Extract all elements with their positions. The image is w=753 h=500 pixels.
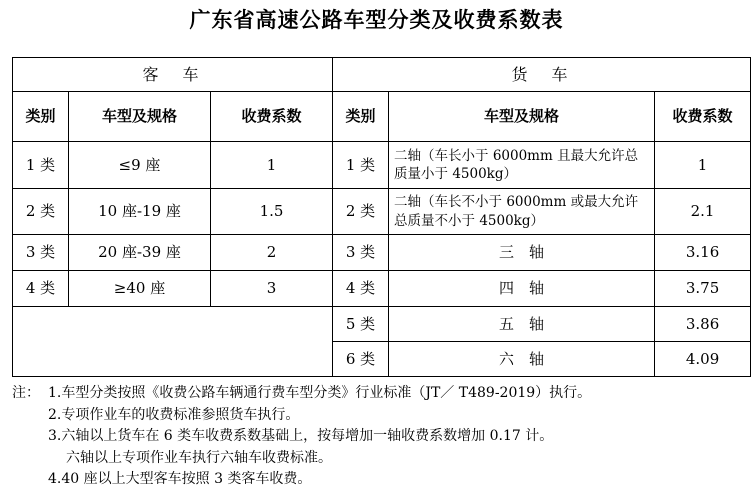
passenger-empty-cell bbox=[13, 307, 333, 377]
notes bbox=[12, 383, 747, 491]
note-line bbox=[12, 426, 747, 448]
truck-class: 1 类 bbox=[333, 142, 389, 189]
note-item-continuation: 六轴以上专项作业车执行六轴车收费标准。 bbox=[66, 449, 332, 466]
passenger-coef: 1.5 bbox=[211, 189, 333, 235]
truck-spec: 五 轴 bbox=[389, 307, 655, 342]
note-item: 1.车型分类按照《收费公路车辆通行费车型分类》行业标准（JT／ T489-2019）执行。 bbox=[48, 385, 592, 401]
passenger-class: 1 类 bbox=[13, 142, 69, 189]
table-row bbox=[13, 142, 751, 189]
truck-coef: 1 bbox=[655, 142, 751, 189]
table-row bbox=[13, 307, 751, 342]
fee-table bbox=[12, 57, 751, 377]
passenger-coef: 3 bbox=[211, 271, 333, 307]
passenger-coef: 2 bbox=[211, 235, 333, 271]
passenger-col-class: 类别 bbox=[13, 92, 69, 142]
page-title: 广东省高速公路车型分类及收费系数表 bbox=[189, 7, 564, 32]
passenger-col-spec: 车型及规格 bbox=[69, 92, 211, 142]
truck-col-class: 类别 bbox=[333, 92, 389, 142]
note-item: 4.40 座以上大型客车按照 3 类客车收费。 bbox=[48, 471, 312, 487]
truck-coef: 3.86 bbox=[655, 307, 751, 342]
column-header-row bbox=[13, 92, 751, 142]
truck-spec: 六 轴 bbox=[389, 342, 655, 377]
truck-coef: 3.16 bbox=[655, 235, 751, 271]
passenger-coef: 1 bbox=[211, 142, 333, 189]
truck-class: 5 类 bbox=[333, 307, 389, 342]
passenger-spec: ≤9 座 bbox=[69, 142, 211, 189]
table-row bbox=[13, 189, 751, 235]
passenger-class: 2 类 bbox=[13, 189, 69, 235]
note-line bbox=[12, 448, 747, 470]
truck-spec: 二轴（车长不小于 6000mm 或最大允许总质量不小于 4500kg） bbox=[389, 189, 655, 235]
truck-class: 3 类 bbox=[333, 235, 389, 271]
truck-col-spec: 车型及规格 bbox=[389, 92, 655, 142]
truck-col-coef: 收费系数 bbox=[655, 92, 751, 142]
truck-header: 货 车 bbox=[333, 58, 751, 92]
passenger-header: 客 车 bbox=[13, 58, 333, 92]
note-line bbox=[12, 469, 747, 491]
truck-coef: 4.09 bbox=[655, 342, 751, 377]
truck-spec: 二轴（车长小于 6000mm 且最大允许总质量小于 4500kg） bbox=[389, 142, 655, 189]
passenger-spec: ≥40 座 bbox=[69, 271, 211, 307]
truck-spec: 四 轴 bbox=[389, 271, 655, 307]
table-row bbox=[13, 235, 751, 271]
note-line bbox=[12, 405, 747, 427]
passenger-spec: 10 座-19 座 bbox=[69, 189, 211, 235]
passenger-class: 4 类 bbox=[13, 271, 69, 307]
notes-label: 注： bbox=[12, 385, 40, 401]
passenger-col-coef: 收费系数 bbox=[211, 92, 333, 142]
truck-class: 2 类 bbox=[333, 189, 389, 235]
truck-spec: 三 轴 bbox=[389, 235, 655, 271]
passenger-spec: 20 座-39 座 bbox=[69, 235, 211, 271]
truck-coef: 3.75 bbox=[655, 271, 751, 307]
note-line bbox=[12, 383, 747, 405]
note-item: 3.六轴以上货车在 6 类车收费系数基础上，按每增加一轴收费系数增加 0.17 计。 bbox=[48, 428, 554, 444]
truck-class: 6 类 bbox=[333, 342, 389, 377]
truck-coef: 2.1 bbox=[655, 189, 751, 235]
truck-class: 4 类 bbox=[333, 271, 389, 307]
note-item: 2.专项作业车的收费标准参照货车执行。 bbox=[48, 406, 300, 423]
group-header-row bbox=[13, 58, 751, 92]
table-row bbox=[13, 271, 751, 307]
passenger-class: 3 类 bbox=[13, 235, 69, 271]
